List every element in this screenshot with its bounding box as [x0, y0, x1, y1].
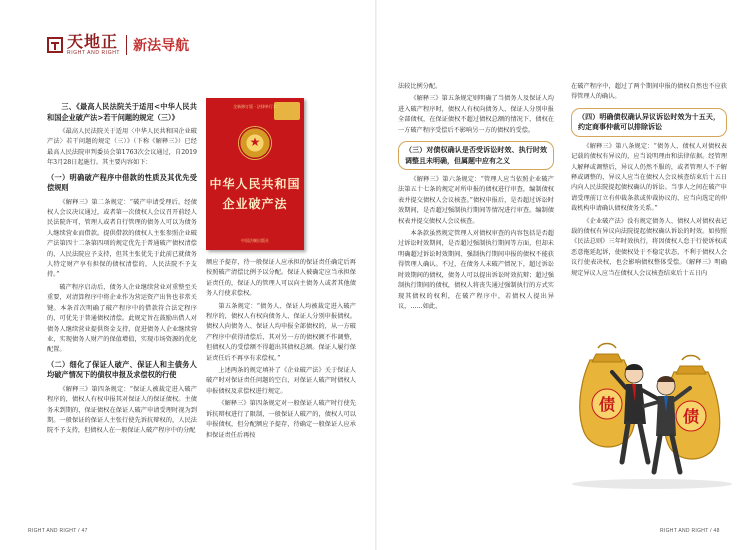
- footer-left: RIGHT AND RIGHT / 47: [28, 528, 88, 534]
- paragraph: 额应予提存，待一般保证人应承担的保证责任确定后再按照破产清偿比例予以分配。保证人被确定应当承担保证责任的，保证人的管理人可以向主债务人或者其他债务人行使求偿权。: [206, 259, 356, 298]
- book-cover: [206, 98, 304, 250]
- brand-logo-icon: [47, 37, 63, 53]
- subheading: （一）明确破产程序中借款的性质及其优先受偿规则: [47, 172, 197, 193]
- paragraph: 《解释三》第四条规定对一般保证人破产时行使先诉抗辩权进行了限制，一般保证人破产的，债权人可以申报债权，但分配额应予提存，待确定一般保证人应承担保证责任后再按: [206, 400, 356, 439]
- book-publisher: 中国法制出版社: [241, 238, 269, 243]
- column-3: [398, 82, 554, 314]
- sack-label-left: 债: [598, 395, 616, 414]
- paragraph: 《解释三》第四条规定：“保证人被裁定进入破产程序的，债权人有权申报其对保证人的保证债权。主债务未到期的，保证债权在保证人破产申请受理时视为到期。一般保证的保证人主张行使先诉抗辩权的，人民法院不予支持，但债权人在一般保证人破产程序中的分配: [47, 385, 197, 435]
- paragraph: 上述两条的规定填补了《企业破产法》关于保证人破产时对保证责任问题的空白，对保证人破产时债权人申报债权及求偿权进行规定。: [206, 367, 356, 395]
- section-title: 新法导航: [133, 38, 190, 54]
- brand-name-en: RIGHT AND RIGHT: [67, 50, 121, 56]
- column-1: [47, 100, 197, 439]
- header: [47, 34, 189, 56]
- paragraph: 《解释三》第八条规定：“债务人、债权人对债权表记载的债权有异议的，应当说明理由和法律依据。经管理人解释或调整后，异议人仍然不服的，或者管理人不予解释或调整的，异议人应当在债权人会议核查结束后十五日内向人民法院提起债权确认的诉讼。当事人之间在破产申请受理前订立有仲裁条款或仲裁协议的，应当向选定的仲裁机构申请确认债权债务关系。”: [571, 142, 727, 213]
- paragraph: 《最高人民法院关于适用〈中华人民共和国企业破产法〉若干问题的规定（三）》（下称《解释三》）已经最高人民法院审判委员会第1763次会议通过，自2019年3月28日起施行。其主要内容如下：: [47, 128, 197, 167]
- highlight-subheading: （三）对债权确认是否受诉讼时效、执行时效调整且未明确，但属题中应有之义: [398, 141, 554, 170]
- footer-right: RIGHT AND RIGHT / 48: [660, 528, 720, 534]
- illustration-svg: [562, 302, 742, 492]
- paragraph: 《企业破产法》没有规定债务人、债权人对债权表记载的债权有异议向法院提起债权确认诉讼的时效。如按照《民法总则》三年时效执行，将因债权人怠于行使诉权或恶意拖延起诉，使债权处于不稳定状态，不利于债权人会议行使表决权，也会影响债权整体受偿。《解释三》明确规定异议人应当在债权人会议核查结束后十五日内: [571, 217, 727, 277]
- book-title: [206, 174, 304, 214]
- book-cover-image: [206, 98, 304, 250]
- article-heading: 三、《最高人民法院关于适用<中华人民共和国企业破产法>若干问题的规定（三）》: [47, 102, 197, 122]
- paragraph: 《解释三》第六条规定：“管理人应当依照企业破产法第五十七条的规定对所申报的债权进行审查，编制债权表并提交债权人会议核查。”债权申报后，是否超过诉讼时效期间，是否超过强制执行期间等情况进行审查。编制债权表并提交债权人会议核查。: [398, 176, 554, 225]
- brand-name-cn: 天地正: [67, 32, 119, 51]
- national-emblem-icon: [238, 126, 272, 160]
- book-title-line-1: 中华人民共和国: [209, 177, 301, 191]
- paragraph: 《解释三》第五条规定则明确了当债务人及保证人均进入破产程序时，债权人有权向债务人、保证人分别申报全部债权，在保证债权不超过债权总额的情况下，债权在一方破产程序受偿后不影响另一方的债权的受偿。: [398, 95, 554, 134]
- paragraph: 本条款虽然规定管理人对债权审查的内容包括是否超过诉讼时效期间，是否超过强制执行期间等方面，但却未明确超过诉讼时效期间、强制执行期间申报的债权不能获得管理人确认。不过，在债务人未破产情况下，超过诉讼时效期间的债权，债务人可以提出诉讼时效抗辩；超过强制执行期间的债权，债权人将丧失通过强制执行的方式实现其债权的权利，在破产程序中，若债权人提出异议，……如此，: [398, 230, 554, 310]
- paragraph: 法较比例分配。: [398, 83, 442, 90]
- book-title-line-2: 企业破产法: [222, 197, 288, 211]
- header-divider: [126, 35, 127, 55]
- paragraph: 在破产程序中，超过了两个期间申报的债权自然也不应获得管理人的确认。: [571, 83, 727, 101]
- highlight-subheading: （四）明确债权确认异议诉讼时效为十五天，约定商事仲裁可以排除诉讼: [571, 108, 727, 137]
- page-gutter: [375, 0, 377, 550]
- subheading: （二）细化了保证人破产、保证人和主债务人均破产情况下的债权申报及求偿权的行使: [47, 359, 197, 380]
- star-icon: ★: [249, 135, 261, 149]
- column-4: [571, 82, 727, 281]
- paragraph: 《解释三》第二条规定：“破产申请受理后，经债权人会议决议通过，或者第一次债权人会议召开前经人民法院许可，管理人或者自行管理的债务人可以为债务人继续营业而借款。提供借款的债权人主张参照企业破产法第四十二条第四项的规定优先于普通破产债权清偿的，人民法院应予支持，但其主张优先于此前已就债务人特定财产享有担保的债权清偿的，人民法院不予支持。”: [47, 198, 197, 279]
- brand-wordmark: [67, 34, 120, 56]
- book-series: 全新修订版 · 法律单行本: [233, 104, 277, 109]
- paragraph: 第五条规定：“债务人、保证人均被裁定进入破产程序的，债权人有权向债务人、保证人分别申报债权。债权人向债务人、保证人均申报全部债权的，从一方破产程序中获得清偿后，其对另一方的债权额不作调整，但债权人的受偿额不得超出其债权总额。保证人履行保证责任后不再享有求偿权。”: [206, 302, 356, 362]
- sack-label-right: 债: [682, 407, 700, 426]
- debt-tug-illustration: [562, 302, 742, 492]
- column-2: [206, 258, 356, 443]
- paragraph: 破产程序启动后，债务人企业继续营业对重整至关重要，对清算程序中将企业作为营运资产出售也非常关键。本条首次明确了破产程序中的借款符合法定程序的，可优先于普通债权清偿。此规定旨在鼓励出借人对债务人继续营业提供资金支持，促进债务人企业继续营业，实现债务人财产的保值增值，实现市场资源的优化配置。: [47, 283, 197, 354]
